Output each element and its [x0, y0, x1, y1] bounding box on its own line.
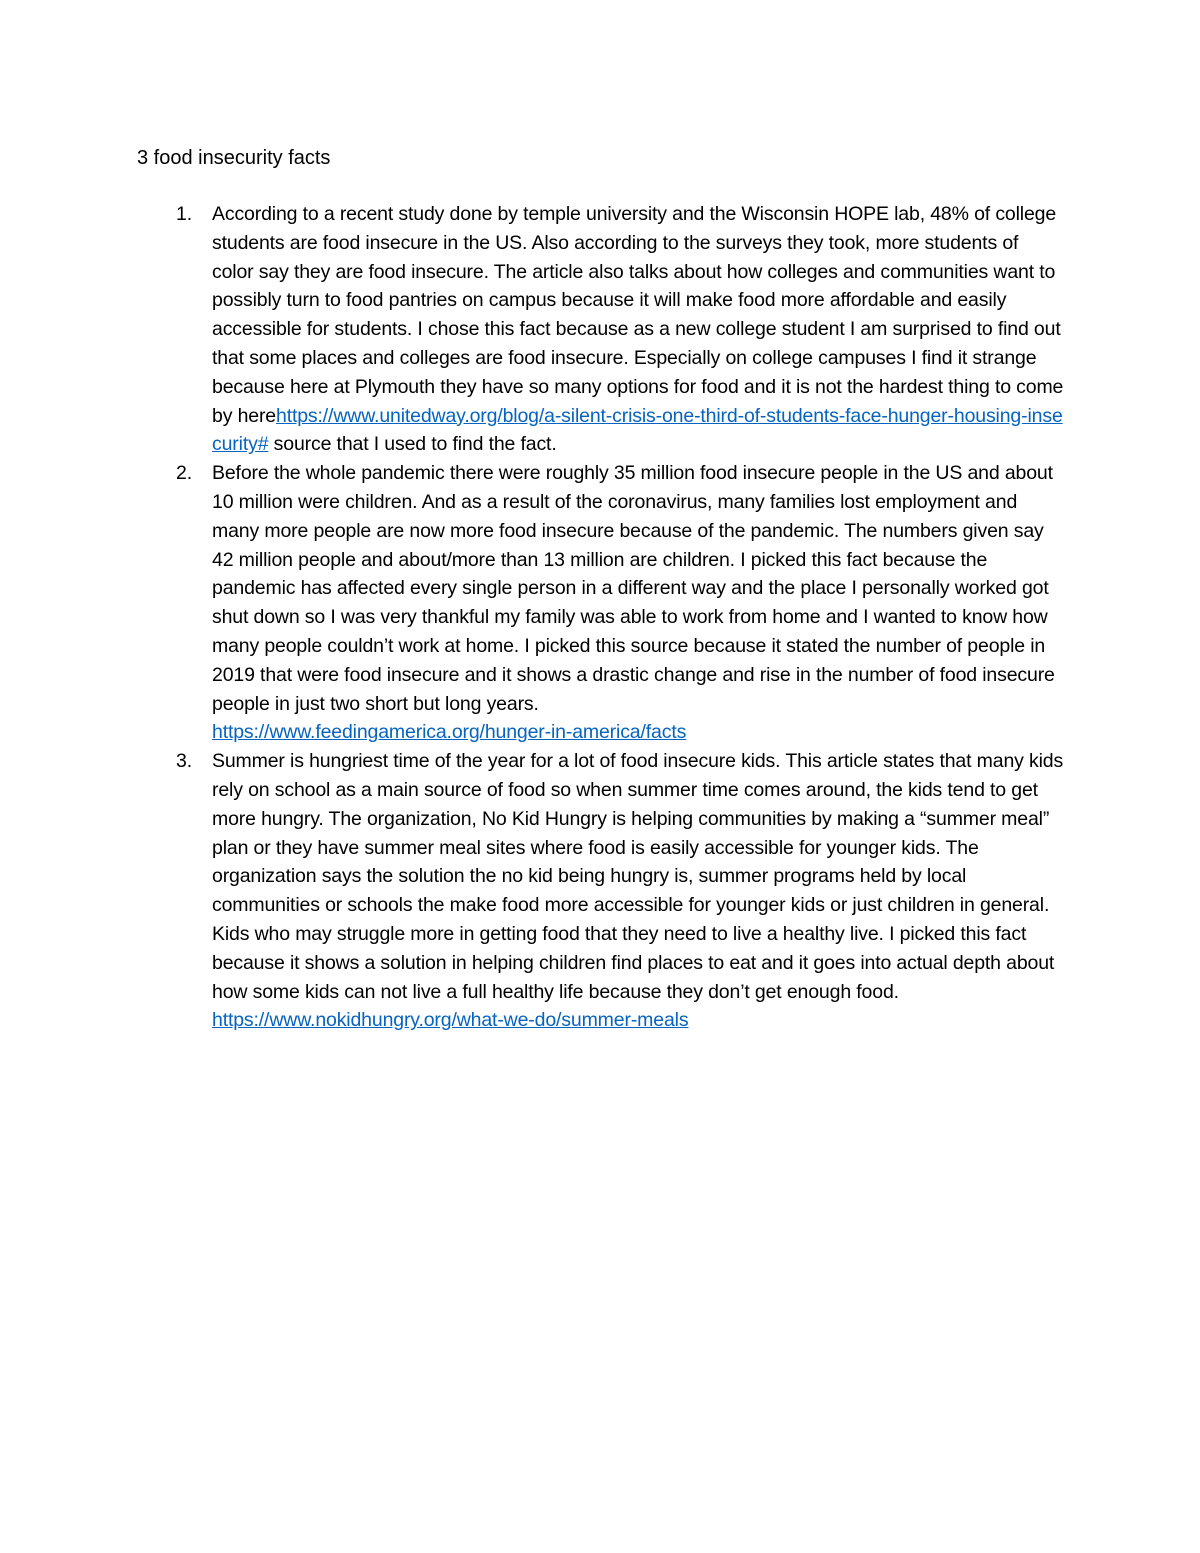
fact-trailing-text: source that I used to find the fact. — [268, 433, 557, 456]
fact-item-3 — [176, 747, 1064, 1035]
list-number: 2. — [176, 462, 192, 485]
list-number: 3. — [176, 750, 192, 773]
list-number: 1. — [176, 203, 192, 225]
facts-list — [176, 200, 1064, 1035]
fact-text: According to a recent study done by temple university and the Wisconsin HOPE lab, 48% of college students are food insecure in the US. Also according to the surveys they took, more students of color say they are food insecure. The article also talks about how colleges and communities want to possibly turn to food pantries on campus because it will make food more affordable and easily accessible for students. I chose this fact because as a new college student I am surprised to find out that some places and colleges are food insecure. Especially on college campuses I find it strange because here at Plymouth they have so many options for food and it is not the hardest thing to come by here — [212, 203, 1064, 427]
document-title: 3 food insecurity facts — [137, 147, 331, 169]
fact-text: Summer is hungriest time of the year for a lot of food insecure kids. This article states that many kids rely on school as a main source of food so when summer time comes around, the kids tend to get more hungry. The organization, No Kid Hungry is helping communities by making a “summer meal” plan or they have summer meal sites where food is easily accessible for younger kids. The organization says the solution the no kid being hungry is, summer programs held by local communities or schools the make food more accessible for younger kids or just children in general. Kids who may struggle more in getting food that they need to live a healthy live. I picked this fact because it shows a solution in helping children find places to eat and it goes into actual depth about how some kids can not live a full healthy life because they don’t get enough food. — [212, 750, 1064, 1003]
fact-item-2 — [176, 459, 1064, 747]
source-link-nokidhungry[interactable]: https://www.nokidhungry.org/what-we-do/summer-meals — [212, 1009, 689, 1032]
fact-text: Before the whole pandemic there were roughly 35 million food insecure people in the US and about 10 million were children. And as a result of the coronavirus, many families lost employment and many more people are now more food insecure because of the pandemic. The numbers given say 42 million people and about/more than 13 million are children. I picked this fact because the pandemic has affected every single person in a different way and the place I personally worked got shut down so I was very thankful my family was able to work from home and I wanted to know how many people couldn’t work at home. I picked this source because it stated the number of people in 2019 that were food insecure and it shows a drastic change and rise in the number of food insecure people in just two short but long years. — [212, 462, 1055, 715]
source-link-unitedway[interactable]: https://www.unitedway.org/blog/a-silent-crisis-one-third-of-students-face-hunger-housing-insecurity# — [212, 404, 1063, 456]
source-link-feedingamerica[interactable]: https://www.feedingamerica.org/hunger-in-america/facts — [212, 721, 687, 744]
fact-item-1 — [176, 200, 1064, 459]
